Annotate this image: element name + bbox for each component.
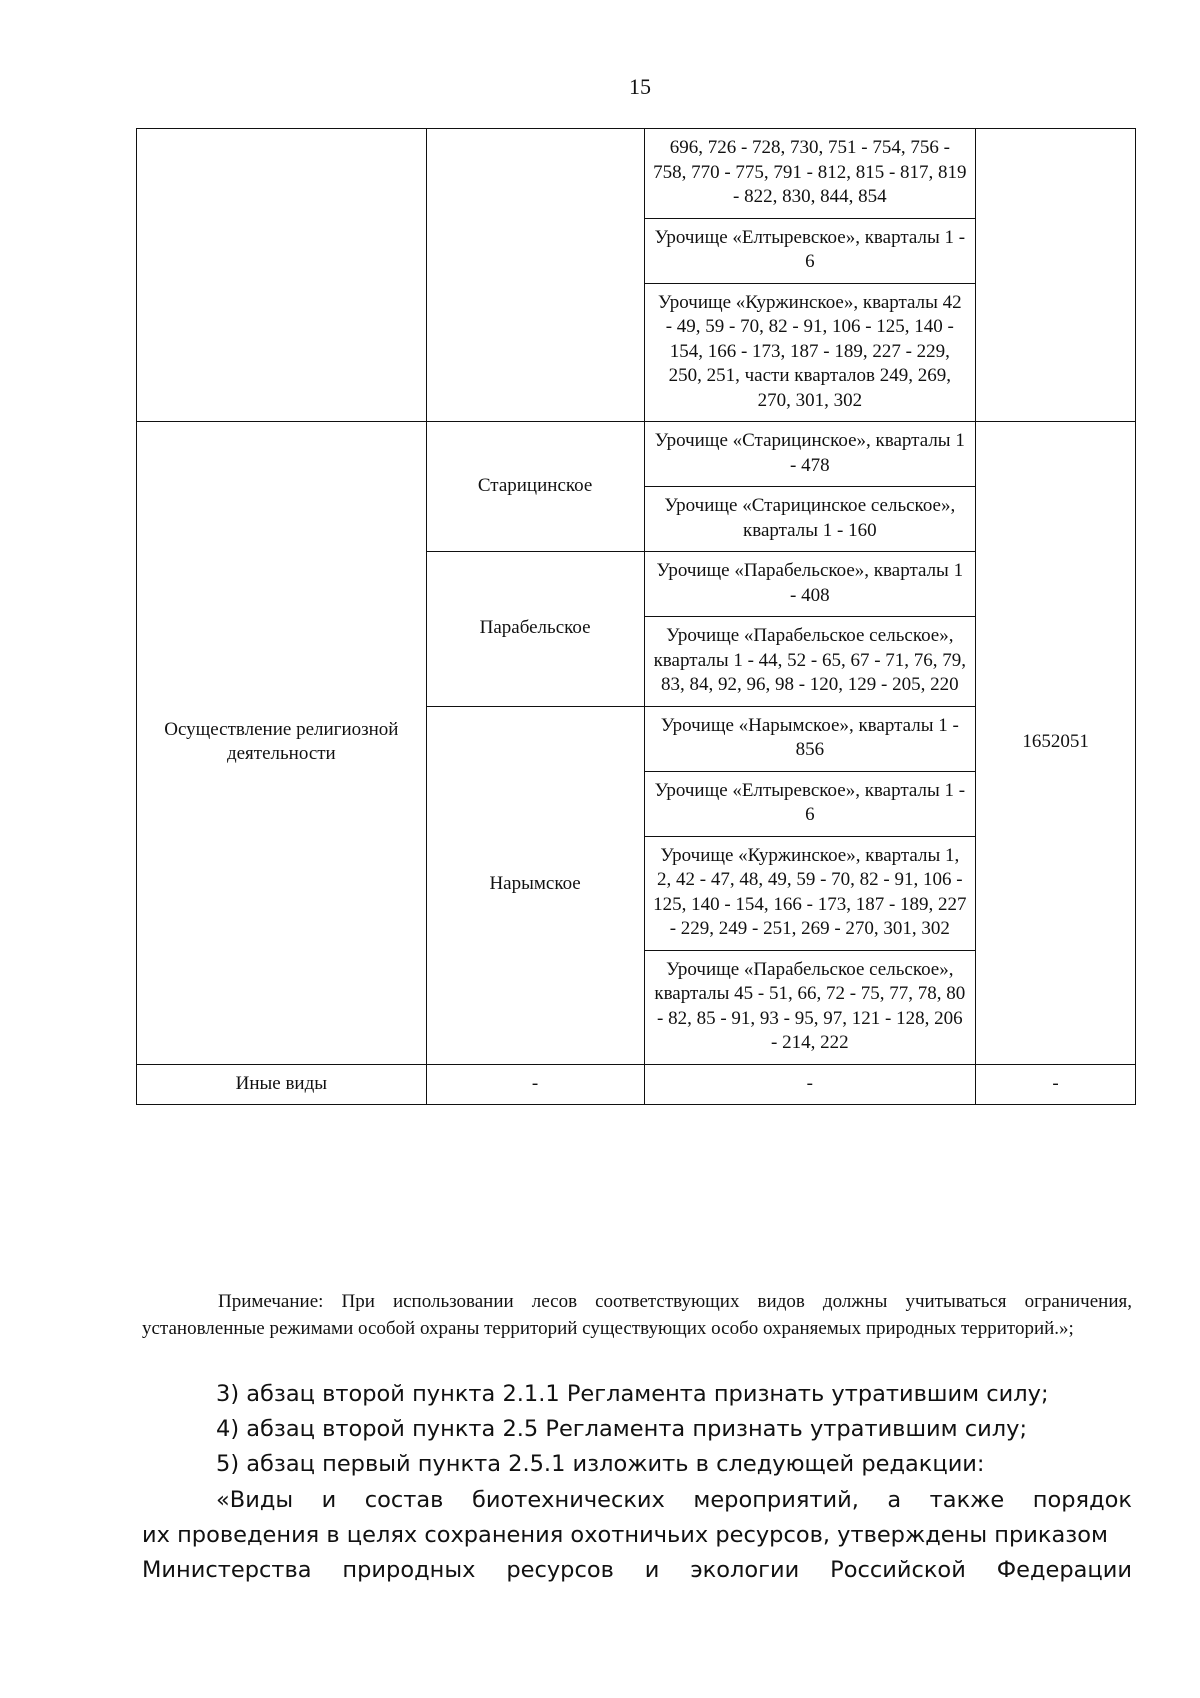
tract-cell: Урочище «Нарымское», кварталы 1 - 856 [644, 706, 976, 771]
tract-cell: - [644, 1064, 976, 1105]
tract-cell: Урочище «Куржинское», кварталы 42 - 49, 59 - 70, 82 - 91, 106 - 125, 140 - 154, 166 - 173, 187 - 189, 227 - 229, 250, 251, части кварталов 249, 269, 270, 301, 302 [644, 283, 976, 422]
forestry-cell: Старицинское [426, 422, 644, 552]
use-kind-cell: Иные виды [137, 1064, 427, 1105]
quote-line: их проведения в целях сохранения охотничьих ресурсов, утверждены приказом [142, 1522, 1108, 1548]
area-cell: 1652051 [976, 422, 1136, 1065]
tract-cell: Урочище «Елтыревское», кварталы 1 - 6 [644, 771, 976, 836]
empty-forestry-cell [426, 129, 644, 422]
tract-cell: Урочище «Старицинское сельское», кварталы 1 - 160 [644, 487, 976, 552]
tract-cell: Урочище «Старицинское», кварталы 1 - 478 [644, 422, 976, 487]
table-row [137, 1064, 1136, 1105]
tract-cell: Урочище «Куржинское», кварталы 1, 2, 42 - 47, 48, 49, 59 - 70, 82 - 91, 106 - 125, 140 - 154, 166 - 173, 187 - 189, 227 - 229, 249 - 251, 269 - 270, 301, 302 [644, 836, 976, 950]
forestry-cell: - [426, 1064, 644, 1105]
paragraph-4: 4) абзац второй пункта 2.5 Регламента признать утратившим силу; [216, 1416, 1028, 1442]
quote-line: Министерства природных ресурсов и экологии Российской Федерации [142, 1557, 1132, 1583]
forest-use-table [136, 128, 1136, 1105]
tract-cell: 696, 726 - 728, 730, 751 - 754, 756 - 758, 770 - 775, 791 - 812, 815 - 817, 819 - 822, 830, 844, 854 [644, 129, 976, 219]
page-number: 15 [629, 74, 651, 99]
paragraph-5: 5) абзац первый пункта 2.5.1 изложить в следующей редакции: [216, 1451, 985, 1477]
table-row [137, 422, 1136, 487]
tract-cell: Урочище «Парабельское сельское», кварталы 45 - 51, 66, 72 - 75, 77, 78, 80 - 82, 85 - 91, 93 - 95, 97, 121 - 128, 206 - 214, 222 [644, 950, 976, 1064]
table-row [137, 129, 1136, 219]
tract-cell: Урочище «Елтыревское», кварталы 1 - 6 [644, 218, 976, 283]
tract-cell: Урочище «Парабельское сельское», кварталы 1 - 44, 52 - 65, 67 - 71, 76, 79, 83, 84, 92, 96, 98 - 120, 129 - 205, 220 [644, 617, 976, 707]
quote-line: «Виды и состав биотехнических мероприятий, а также порядок [216, 1487, 1132, 1513]
empty-kind-cell [137, 129, 427, 422]
empty-area-cell [976, 129, 1136, 422]
paragraph-3: 3) абзац второй пункта 2.1.1 Регламента признать утратившим силу; [216, 1381, 1049, 1407]
use-kind-cell: Осуществление религиозной деятельности [137, 422, 427, 1065]
note-text: Примечание: При использовании лесов соответствующих видов должны учитываться ограничения, установленные режимами особой охраны территорий существующих особо охраняемых природных территорий.»; [142, 1291, 1132, 1339]
table-note [142, 1288, 1132, 1342]
forestry-cell: Парабельское [426, 552, 644, 707]
area-cell: - [976, 1064, 1136, 1105]
forestry-cell: Нарымское [426, 706, 644, 1064]
tract-cell: Урочище «Парабельское», кварталы 1 - 408 [644, 552, 976, 617]
